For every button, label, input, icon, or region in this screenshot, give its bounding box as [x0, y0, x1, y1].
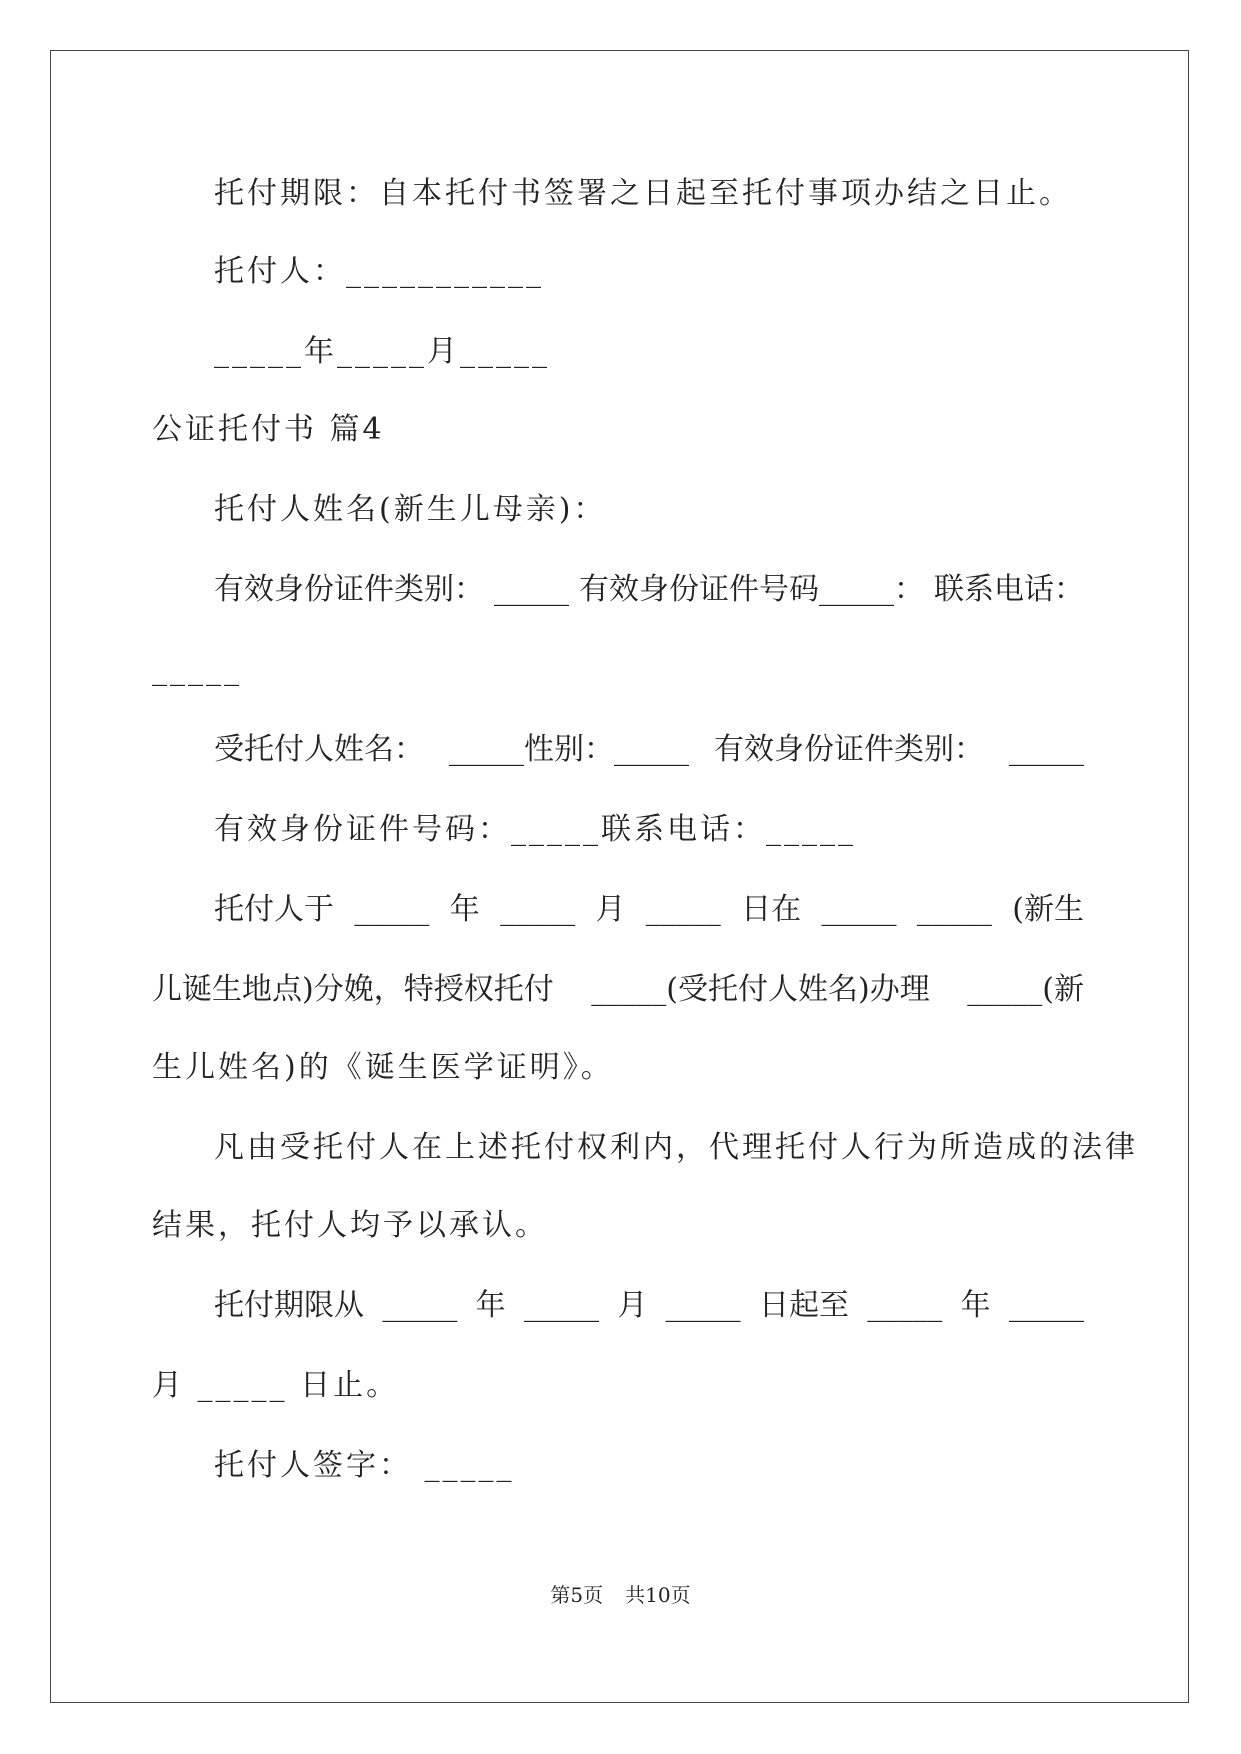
agent-id-type-blank: _____: [1009, 732, 1084, 767]
term-period-end: 月 _____ 日止。: [152, 1368, 400, 1403]
phone-label: 联系电话：: [934, 572, 1084, 607]
principal-signature-line: 托付人：___________: [214, 254, 544, 289]
principal-sign-line: 托付人签字： _____: [214, 1448, 515, 1483]
id-type-blank: _____: [494, 572, 569, 607]
term-period-line: [214, 1286, 1084, 1326]
blank: _____: [821, 892, 897, 927]
agent-id-type-label: 有效身份证件类别：: [714, 732, 984, 767]
blank: _____: [500, 892, 576, 927]
legal-effect-clause-cont: 结果，托付人均予以承认。: [152, 1208, 548, 1243]
text-segment: (新生: [1012, 892, 1084, 927]
page-footer: [0, 1581, 1241, 1609]
blank: _____: [645, 892, 721, 927]
agent-id-phone-line: 有效身份证件号码：_____联系电话：_____: [214, 812, 856, 847]
agent-name-label: 受托付人姓名：: [214, 732, 424, 767]
id-type-label: 有效身份证件类别：: [214, 572, 484, 607]
birth-certificate-line: 生儿姓名)的《诞生医学证明》。: [152, 1050, 614, 1085]
text-segment: 年: [475, 1288, 506, 1323]
text-segment: 月: [595, 892, 626, 927]
authorization-line: [152, 970, 1084, 1010]
text-segment: 托付人于: [214, 892, 334, 927]
text-segment: 日在: [741, 892, 802, 927]
legal-effect-clause: 凡由受托付人在上述托付权利内，代理托付人行为所造成的法律: [214, 1130, 1138, 1165]
blank: _____: [354, 892, 430, 927]
principal-name-line: 托付人姓名(新生儿母亲)：: [214, 492, 607, 527]
blank: _____: [523, 1288, 599, 1323]
text-segment: 月: [617, 1288, 648, 1323]
date-line: _____年_____月_____: [214, 334, 550, 369]
term-clause: 托付期限：自本托付书签署之日起至托付事项办结之日止。: [214, 176, 1072, 211]
text-segment: _____(新: [967, 972, 1084, 1007]
text-segment: 儿诞生地点)分娩，特授权托付: [152, 972, 554, 1007]
blank: _____: [665, 1288, 741, 1323]
agent-gender: _____性别：_____: [449, 732, 689, 767]
blank: _____: [382, 1288, 458, 1323]
blank: _____: [867, 1288, 943, 1323]
id-number-label: 有效身份证件号码_____：: [579, 572, 924, 607]
agent-info-line: [214, 730, 1084, 770]
blank: _____: [916, 892, 992, 927]
text-segment: 年: [960, 1288, 991, 1323]
blank: _____: [1008, 1288, 1084, 1323]
text-segment: 日起至: [758, 1288, 849, 1323]
section-heading: 公证托付书 篇4: [152, 412, 385, 447]
page-number: 第5页: [550, 1583, 604, 1607]
page-total: 共10页: [625, 1583, 691, 1607]
text-segment: 年: [449, 892, 480, 927]
id-info-line: [214, 570, 1084, 610]
phone-blank: _____: [152, 652, 242, 687]
text-segment: 托付期限从: [214, 1288, 364, 1323]
birth-date-line: [214, 890, 1084, 930]
text-segment: _____(受托付人姓名)办理: [591, 972, 930, 1007]
